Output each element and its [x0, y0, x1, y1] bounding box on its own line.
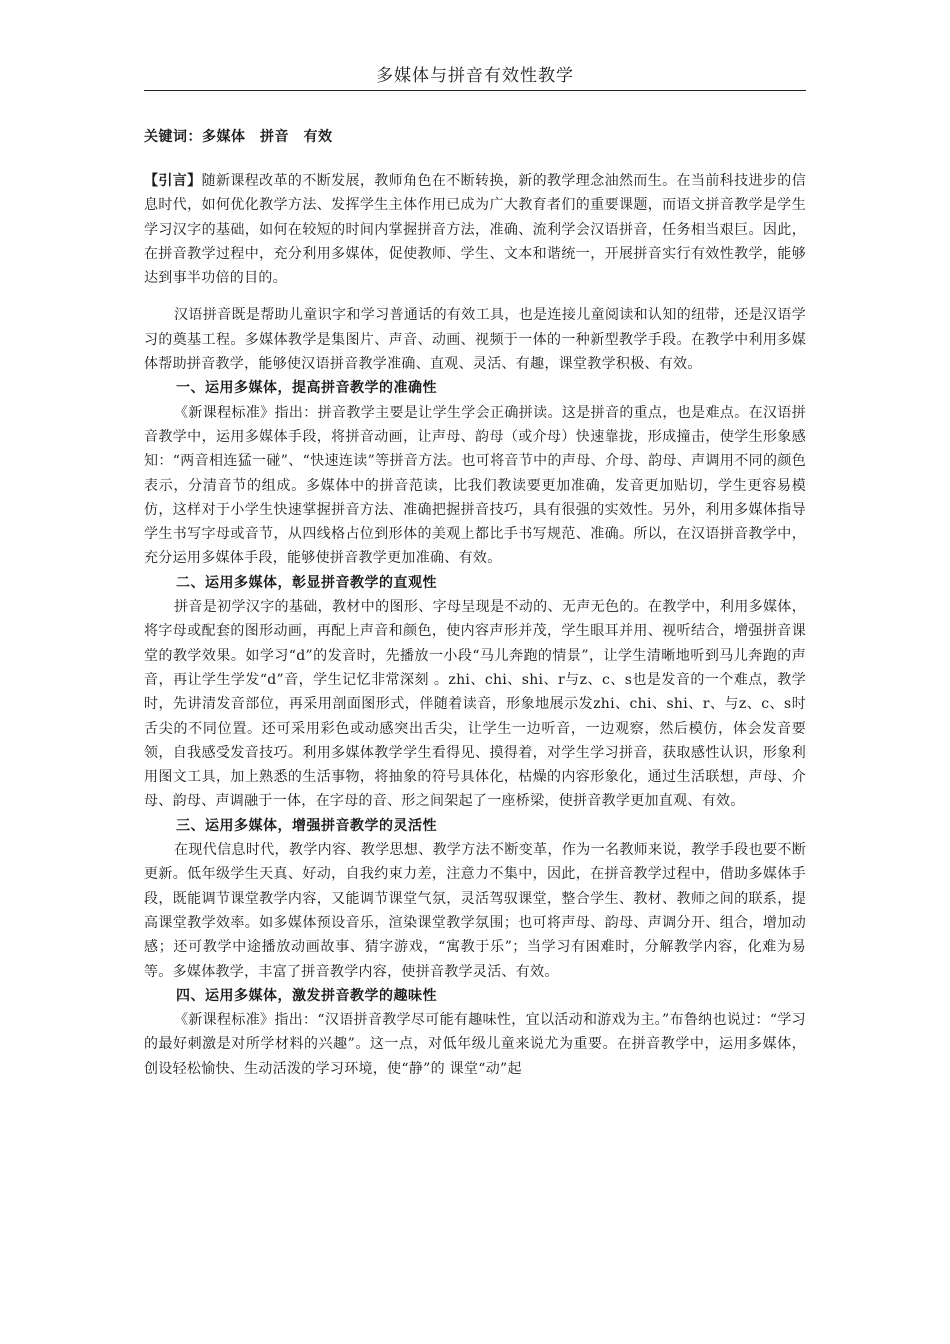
- section-heading-1: 一、运用多媒体，提高拼音教学的准确性: [176, 380, 437, 397]
- intro-text: 随新课程改革的不断发展，教师角色在不断转换，新的教学理念油然而生。在当前科技进步的信息时代，如何优化教学方法、发挥学生主体作用已成为广大教育者们的重要课题，而语文拼音教学是学生学习汉字的基础，如何在较短的时间内掌握拼音方法，准确、流利学会汉语拼音，任务相当艰巨。因此，在拼音教学过程中，充分利用多媒体，促使教师、学生、文本和谐统一，开展拼音实行有效性教学，能够达到事半功倍的目的。: [144, 173, 806, 287]
- section-body-1: 《新课程标准》指出：拼音教学主要是让学生学会正确拼读。这是拼音的重点，也是难点。在汉语拼音教学中，运用多媒体手段，将拼音动画，让声母、韵母（或介母）快速靠拢，形成撞击，使学生形象感知：“两音相连猛一碰”、“快速连读”等拼音方法。也可将音节中的声母、介母、韵母、声调用不同的颜色表示，分清音节的组成。多媒体中的拼音范读，比我们教读要更加准确，发音更加贴切，学生更容易模仿，这样对于小学生快速掌握拼音方法、准确把握拼音技巧，具有很强的实效性。另外，利用多媒体指导学生书写字母或音节，从四线格占位到形体的美观上都比手书写规范、准确。所以，在汉语拼音教学中，充分运用多媒体手段，能够使拼音教学更加准确、有效。: [144, 404, 806, 567]
- section-body-4: 《新课程标准》指出：“汉语拼音教学尽可能有趣味性，宜以活动和游戏为主。”布鲁纳也说过：“学习的最好刺激是对所学材料的兴趣”。这一点，对低年级儿童来说尤为重要。在拼音教学中，运用多媒体，创设轻松愉快、生动活泼的学习环境，使“静”的 课堂“动”起: [144, 1012, 806, 1077]
- document-body: [144, 118, 806, 1081]
- opening-paragraph: 汉语拼音既是帮助儿童识字和学习普通话的有效工具，也是连接儿童阅读和认知的纽带，还是汉语学习的奠基工程。多媒体教学是集图片、声音、动画、视频于一体的一种新型教学手段。在教学中利用多媒体帮助拼音教学，能够使汉语拼音教学准确、直观、灵活、有趣，课堂教学积极、有效。: [144, 307, 806, 373]
- section-heading-3: 三、运用多媒体，增强拼音教学的灵活性: [176, 817, 437, 834]
- page-header-title: 多媒体与拼音有效性教学: [144, 62, 806, 91]
- intro-label: 【引言】: [144, 173, 202, 189]
- spacer: [144, 156, 806, 169]
- section-body-2: 拼音是初学汉字的基础，教材中的图形、字母呈现是不动的、无声无色的。在教学中，利用多媒体，将字母或配套的图形动画，再配上声音和颜色，使内容声形并茂，学生眼耳并用、视听结合，增强拼音课堂的教学效果。如学习“d”的发音时，先播放一小段“马儿奔跑的情景”，让学生清晰地听到马儿奔跑的声音，再让学生学发“d”音，学生记忆非常深刻 。zhi、chi、shi、r与z、c、s也是发音的一个难点，教学时，先讲清发音部位，再采用剖面图形式，伴随着读音，形象地展示发zhi、chi、shi、r、与z、c、s时舌尖的不同位置。还可采用彩色或动感突出舌尖，让学生一边听音，一边观察，然后模仿，体会发音要领，自我感受发音技巧。利用多媒体教学学生看得见、摸得着，对学生学习拼音，获取感性认识，形象利用图文工具，加上熟悉的生活事物，将抽象的符号具体化，枯燥的内容形象化，通过生活联想，声母、介母、韵母、声调融于一体，在字母的音、形之间架起了一座桥梁，使拼音教学更加直观、有效。: [144, 599, 806, 810]
- section-heading-4: 四、运用多媒体，激发拼音教学的趣味性: [176, 987, 437, 1004]
- intro-paragraph: [144, 169, 806, 290]
- spacer: [144, 290, 806, 303]
- section-heading-2: 二、运用多媒体，彰显拼音教学的直观性: [176, 574, 437, 591]
- section-body-3: 在现代信息时代，教学内容、教学思想、教学方法不断变革，作为一名教师来说，教学手段也要不断更新。低年级学生天真、好动，自我约束力差，注意力不集中，因此，在拼音教学过程中，借助多媒体手段，既能调节课堂教学内容，又能调节课堂气氛，灵活驾驭课堂，整合学生、教材、教师之间的联系，提高课堂教学效率。如多媒体预设音乐，渲染课堂教学氛围；也可将声母、韵母、声调分开、组合，增加动感；还可教学中途播放动画故事、猜字游戏，“寓教于乐”；当学习有困难时，分解教学内容，化难为易等。多媒体教学，丰富了拼音教学内容，使拼音教学灵活、有效。: [144, 842, 806, 980]
- keywords-line: 关键词：多媒体 拼音 有效: [144, 129, 333, 145]
